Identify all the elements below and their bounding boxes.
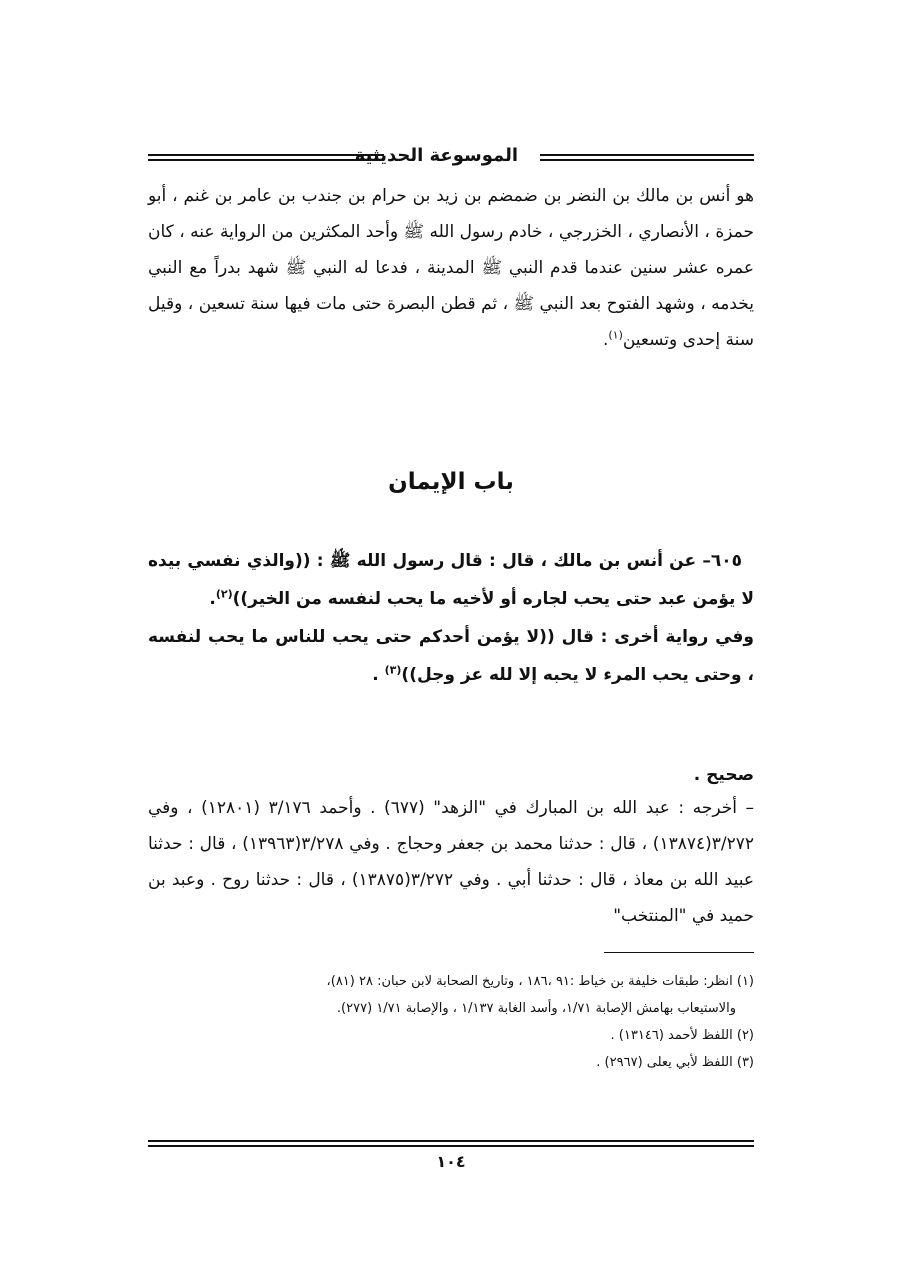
header-rule-left	[148, 154, 384, 161]
footnote-separator	[604, 952, 754, 953]
footnote-ref-2[interactable]: (٢)	[215, 587, 233, 601]
hadith-variant-end: .	[372, 665, 385, 685]
footnote-2: (٢) اللفظ لأحمد (١٣١٤٦) .	[610, 1028, 754, 1043]
hadith-text: ٦٠٥– عن أنس بن مالك ، قال : قال رسول الله ﷺ : ((والذي نفسي بيده لا يؤمن عبد حتى يحب لجاره أو لأخيه ما يحب لنفسه من الخير))	[148, 551, 754, 609]
narrator-biography	[148, 178, 754, 358]
footnote-3: (٣) اللفظ لأبي يعلى (٢٩٦٧) .	[596, 1055, 754, 1070]
biography-end: .	[602, 330, 609, 350]
biography-text: هو أنس بن مالك بن النضر بن ضمضم بن زيد بن حرام بن جندب بن عامر بن غنم ، أبو حمزة ، الأنصاري ، الخزرجي ، خادم رسول الله ﷺ وأحد المكثرين من الرواية عنه ، كان عمره عشر سنين عندما قدم النبي ﷺ المدينة ، فدعا له النبي ﷺ شهد بدراً مع النبي يخدمه ، وشهد الفتوح بعد النبي ﷺ ، ثم قطن البصرة حتى مات فيها سنة تسعين ، وقيل سنة إحدى وتسعين	[148, 186, 754, 350]
hadith-end: .	[209, 589, 216, 609]
footer-rule	[148, 1140, 754, 1147]
header-rule-right	[540, 154, 754, 161]
hadith-block	[148, 542, 754, 694]
chapter-title: باب الإيمان	[388, 469, 514, 495]
book-page	[148, 140, 754, 1171]
footnote-1-line-1: (١) انظر: طبقات خليفة بن خياط :٩١ ،١٨٦ ، وتاريخ الصحابة لابن حبان: ٢٨ (٨١)،	[326, 974, 754, 989]
hadith-variant-text: وفي رواية أخرى : قال ((لا يؤمن أحدكم حتى يحب للناس ما يحب لنفسه ، وحتى يحب المرء لا يحبه إلا لله عز وجل))	[148, 627, 754, 685]
running-header	[148, 140, 754, 180]
footnote-ref-3[interactable]: (٣)	[384, 663, 402, 677]
footnote-ref-1[interactable]: (١)	[608, 328, 623, 342]
page-number: ١٠٤	[436, 1152, 466, 1171]
hadith-grade: صحيح .	[693, 765, 754, 785]
header-title: الموسوعة الحديثية	[354, 145, 518, 166]
footnotes	[148, 968, 754, 1076]
takhrij-paragraph: – أخرجه : عبد الله بن المبارك في "الزهد" (٦٧٧) . وأحمد ٣/١٧٦ (١٢٨٠١) ، وفي ٣/٢٧٢(١٣٨٧٤) ، قال : حدثنا محمد بن جعفر وحجاج . وفي ٣/٢٧٨(١٣٩٦٣) ، قال : حدثنا عبيد الله بن معاذ ، قال : حدثنا أبي . وفي ٣/٢٧٢(١٣٨٧٥) ، قال : حدثنا روح . وعبد بن حميد في "المنتخب"	[148, 798, 754, 926]
footnote-1-line-2: والاستيعاب بهامش الإصابة ١/٧١، وأسد الغابة ١/١٣٧ ، والإصابة ١/٧١ (٢٧٧).	[336, 1001, 736, 1016]
